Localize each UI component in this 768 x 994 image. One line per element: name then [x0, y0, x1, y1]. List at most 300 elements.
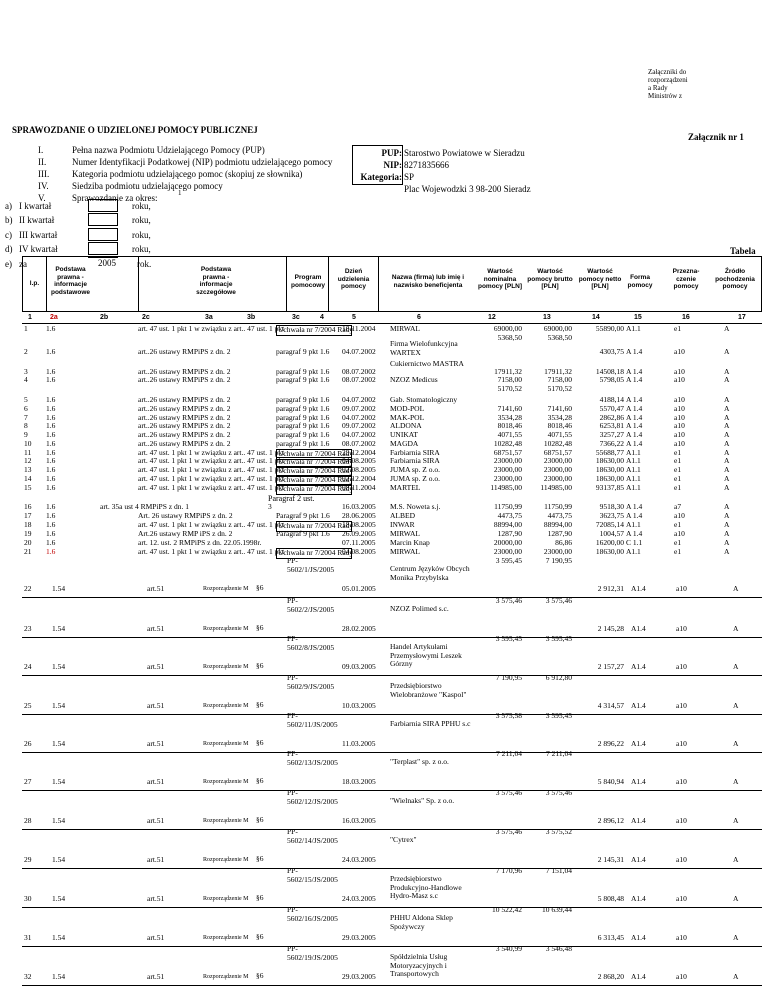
row-forma: C 1.1 — [626, 538, 643, 547]
row-netto: 18630,00 — [595, 456, 624, 465]
row-zrodlo: A — [724, 430, 730, 439]
period-letter: a) — [5, 201, 12, 211]
row-brutto: 3 575,52 — [545, 827, 572, 836]
row-program: paragraf 9 pkt 1.6 — [276, 367, 330, 376]
period-label: II kwartał — [19, 215, 55, 225]
row-program: Paragraf 9 pkt 1.6 — [276, 511, 330, 520]
row-program: PP-5602/13/JS/2005 — [287, 749, 338, 767]
row-rozporzadzenie: Rozporządzenie M — [203, 818, 249, 824]
row-program: Uchwała nr 7/2004 Rady — [278, 466, 354, 475]
row-nominal: 7141,60 — [497, 404, 522, 413]
row-brutto: 86,86 — [555, 538, 572, 547]
row-lp: 19 — [24, 529, 32, 538]
row-podstawa: 1.6 — [46, 547, 56, 556]
row-przeznaczenie: a10 — [676, 972, 687, 981]
row-podstawa-szczegolowa: art..26 ustawy RMPiPS z dn. 2 — [138, 404, 231, 413]
row-lp: 27 — [24, 777, 32, 786]
row-beneficiary: INWAR — [390, 520, 415, 529]
row-brutto: 23000,00 — [543, 547, 572, 556]
row-program: Uchwała nr 7/2004 Rady — [278, 484, 354, 493]
row-brutto: 3 595,45 — [545, 634, 572, 643]
row-podstawa-szczegolowa: art. 35a ust 4 RMPiPS z dn. 1 — [100, 502, 189, 511]
row-zrodlo: A — [733, 777, 739, 786]
row-program: paragraf 9 pkt 1.6 — [276, 413, 330, 422]
row-forma: A1.1 — [626, 465, 641, 474]
row-beneficiary: Firma Wielofunkcyjna WARTEX — [390, 339, 458, 357]
row-przeznaczenie: a10 — [676, 777, 687, 786]
row-nominal: 23000,00 — [493, 547, 522, 556]
table-label: Tabela — [730, 246, 756, 256]
row-netto: 2 145,28 — [597, 624, 624, 633]
row-przeznaczenie: e1 — [674, 448, 682, 457]
row-zrodlo: A — [724, 465, 730, 474]
row-zrodlo: A — [733, 584, 739, 593]
row-netto: 6253,81 — [599, 421, 624, 430]
kategoria-label: Kategoria: — [360, 172, 402, 182]
row-netto: 18630,00 — [595, 547, 624, 556]
row-podstawa: 1.54 — [52, 777, 66, 786]
table-row — [0, 945, 768, 985]
row-date: 08.07.2002 — [342, 367, 376, 376]
row-netto: 18630,00 — [595, 474, 624, 483]
row-forma: A 1.4 — [626, 439, 643, 448]
row-zrodlo: A — [724, 456, 730, 465]
row-brutto: 3 546,48 — [545, 944, 572, 953]
row-beneficiary: "Terplast" sp. z o.o. — [390, 757, 449, 766]
row-przeznaczenie: a10 — [676, 933, 687, 942]
row-zrodlo: A — [724, 529, 730, 538]
row-forma: A1.1 — [626, 324, 641, 333]
row-date: 18.03.2005 — [342, 777, 376, 786]
row-paragraf: §6 — [256, 583, 264, 592]
row-podstawa-szczegolowa: art. 12. ust. 2 RMPiPS z dn. 22.05.1998r. — [138, 538, 262, 547]
row-zrodlo: A — [724, 511, 730, 520]
row-zrodlo: A — [733, 739, 739, 748]
row-lp: 8 — [24, 421, 28, 430]
header-netto: Wartość pomocy netto [PLN] — [578, 268, 622, 290]
row-lp: 23 — [24, 624, 32, 633]
row-beneficiary: Cukiernictwo MASTRA — [390, 359, 464, 368]
row-podstawa: 1.6 — [46, 395, 56, 404]
row-podstawa-szczegolowa: art.51 — [147, 816, 165, 825]
table-row — [0, 906, 768, 946]
row-note: Paragraf 2 ust. — [268, 494, 315, 503]
row-podstawa: 1.54 — [52, 894, 66, 903]
row-beneficiary: UNIKAT — [390, 430, 418, 439]
row-podstawa-szczegolowa: art.51 — [147, 855, 165, 864]
row-rozporzadzenie: Rozporządzenie M — [203, 779, 249, 785]
row-podstawa: 1.6 — [46, 324, 56, 333]
row-nominal: 3 540,99 — [495, 944, 522, 953]
row-beneficiary: MIRWAL — [390, 547, 420, 556]
row-brutto: 23000,00 — [543, 465, 572, 474]
nip-value: 8271835666 — [404, 160, 449, 170]
table-row — [0, 867, 768, 907]
row-przeznaczenie: e1 — [674, 456, 682, 465]
row-netto: 5798,05 — [599, 375, 624, 384]
row-beneficiary: Farbiarnia SIRA — [390, 448, 440, 457]
row-program: PP-5602/19/JS/2005 — [287, 944, 338, 962]
row-paragraf: §6 — [256, 623, 264, 632]
row-program: PP-5602/11/JS/2005 — [287, 711, 338, 729]
row-netto: 5570,47 — [599, 404, 624, 413]
row-lp: 17 — [24, 511, 32, 520]
row-nominal: 69000,00 — [493, 324, 522, 333]
row-nominal: 20000,00 — [493, 538, 522, 547]
header-program: Program pomocowy — [291, 274, 325, 289]
row-lp: 5 — [24, 395, 28, 404]
row-podstawa: 1.6 — [46, 404, 56, 413]
row-beneficiary: MAK-POL — [390, 413, 425, 422]
row-netto: 14508,18 — [595, 367, 624, 376]
row-lp: 20 — [24, 538, 32, 547]
header-dzien: Dzień udzielenia pomocy — [337, 268, 370, 290]
row-date: 04.07.2002 — [342, 395, 376, 404]
row-beneficiary: JUMA sp. Z o.o. — [390, 465, 441, 474]
row-podstawa: 1.54 — [52, 855, 66, 864]
row-brutto: 23000,00 — [543, 474, 572, 483]
row-przeznaczenie: a10 — [676, 855, 687, 864]
row-zrodlo: A — [724, 520, 730, 529]
row-lp: 3 — [24, 367, 28, 376]
row-program: paragraf 9 pkt 1.6 — [276, 375, 330, 384]
row-przeznaczenie: a10 — [674, 395, 685, 404]
row-zrodlo: A — [733, 662, 739, 671]
row-paragraf: §6 — [256, 776, 264, 785]
row-beneficiary: Przedsiębiorstwo Produkcyjno-Handlowe Hydro-Masz s.c — [390, 874, 462, 900]
row-zrodlo: A — [733, 816, 739, 825]
row-nominal: 68751,57 — [493, 448, 522, 457]
row-przeznaczenie: a10 — [676, 894, 687, 903]
row-date: 16.03.2005 — [342, 502, 376, 511]
row-przeznaczenie: a10 — [674, 367, 685, 376]
row-forma: A 1.4 — [626, 430, 643, 439]
row-forma: A1.4 — [631, 777, 646, 786]
row-nominal: 3 575,46 — [495, 827, 522, 836]
header-podstawa: Podstawa prawna - informacje podstawowe — [50, 266, 90, 296]
row-podstawa: 1.54 — [52, 701, 66, 710]
row-date: 28.02.2005 — [342, 624, 376, 633]
row-forma: A1.4 — [631, 816, 646, 825]
row-date: 18.08.2005 — [342, 520, 376, 529]
row-przeznaczenie: a10 — [674, 430, 685, 439]
row-brutto: 3 595,45 — [545, 711, 572, 720]
row-date: 09.07.2002 — [342, 421, 376, 430]
row-przeznaczenie: a10 — [676, 584, 687, 593]
row-lp: 15 — [24, 483, 32, 492]
row-lp: 21 — [24, 547, 32, 556]
row-nominal: 7158,00 — [497, 375, 522, 384]
row-zrodlo: A — [724, 395, 730, 404]
row-lp: 1 — [24, 324, 28, 333]
row-nominal: 3 595,45 — [495, 634, 522, 643]
period-label: III kwartał — [19, 230, 58, 240]
section-number: I. — [38, 145, 44, 155]
row-nominal: 7 211,04 — [496, 749, 522, 758]
row-podstawa-szczegolowa: art..26 ustawy RMPiPS z dn. 2 — [138, 413, 231, 422]
row-zrodlo: A — [724, 483, 730, 492]
period-year-field[interactable] — [88, 213, 118, 226]
row-program: Uchwała nr 7/2004 Rady — [278, 548, 354, 557]
row-nominal: 23000,00 — [493, 456, 522, 465]
row-program: PP-5602/12/JS/2005 — [287, 788, 338, 806]
row-lp: 7 — [24, 413, 28, 422]
row-program: paragraf 9 pkt 1.6 — [276, 347, 330, 356]
row-brutto: 4473,75 — [547, 511, 572, 520]
row-nominal: 88994,00 — [493, 520, 522, 529]
row-lp: 4 — [24, 375, 28, 384]
period-label: I kwartał — [19, 201, 52, 211]
row-podstawa: 1.6 — [46, 347, 56, 356]
row-podstawa-szczegolowa: art. 47 ust. 1 pkt 1 w związku z art.. 47 ust. 1 pkt — [138, 465, 285, 474]
row-rozporzadzenie: Rozporządzenie M — [203, 586, 249, 592]
row-podstawa-szczegolowa: art..26 ustawy RMPiPS z dn. 2 — [138, 395, 231, 404]
row-brutto: 7 211,04 — [546, 749, 572, 758]
row-forma: A1.1 — [626, 448, 641, 457]
section-text: Numer Identyfikacji Podatkowej (NIP) podmiotu udzielającego pomocy — [72, 157, 333, 167]
row-brutto: 114985,00 — [540, 483, 572, 492]
row-paragraf: §6 — [256, 854, 264, 863]
row-podstawa-szczegolowa: art. 47 ust. 1 pkt 1 w związku z art.. 47 ust. 1 pkt — [138, 448, 285, 457]
row-date: 11.03.2005 — [342, 739, 376, 748]
period-label: za — [19, 259, 27, 269]
table-row — [0, 712, 768, 752]
row-netto: 4 314,57 — [597, 701, 624, 710]
row-date: 26.09.2005 — [342, 529, 376, 538]
period-year-field[interactable] — [88, 242, 118, 255]
row-lp: 29 — [24, 855, 32, 864]
row-forma: A1.4 — [631, 739, 646, 748]
row-netto: 2 157,27 — [597, 662, 624, 671]
section-number: III. — [38, 169, 50, 179]
row-date: 28.06.2005 — [342, 511, 376, 520]
row-podstawa: 1.54 — [52, 584, 66, 593]
table-row — [0, 828, 768, 868]
row-paragraf: §6 — [256, 893, 264, 902]
row-forma: A1.1 — [626, 483, 641, 492]
row-lp: 16 — [24, 502, 32, 511]
row-netto: 4303,75 — [599, 347, 624, 356]
column-number: 14 — [592, 314, 600, 321]
row-brutto: 88994,00 — [543, 520, 572, 529]
row-podstawa: 1.6 — [46, 448, 56, 457]
row-przeznaczenie: a10 — [674, 511, 685, 520]
row-nominal: 7 190,95 — [495, 673, 522, 682]
row-nominal: 4071,55 — [497, 430, 522, 439]
row-netto: 4188,14 — [599, 395, 624, 404]
row-forma: A 1.4 — [626, 404, 643, 413]
row-zrodlo: A — [724, 474, 730, 483]
row-rozporzadzenie: Rozporządzenie M — [203, 664, 249, 670]
row-forma: A1.4 — [631, 933, 646, 942]
row-netto: 6 313,45 — [597, 933, 624, 942]
siedziba-value: Plac Wojewodzki 3 98-200 Sieradz — [404, 184, 531, 194]
row-podstawa-szczegolowa: art.51 — [147, 701, 165, 710]
row-date: 10.03.2005 — [342, 701, 376, 710]
row-nominal: 23000,00 — [493, 474, 522, 483]
row-zrodlo: A — [724, 413, 730, 422]
section-text: Siedziba podmiotu udzielającego pomocy — [72, 181, 223, 191]
row-zrodlo: A — [733, 701, 739, 710]
row-forma: A1.4 — [631, 662, 646, 671]
row-brutto: 6 912,80 — [545, 673, 572, 682]
row-program: paragraf 9 pkt 1.6 — [276, 404, 330, 413]
row-przeznaczenie: a10 — [676, 816, 687, 825]
row-podstawa-szczegolowa: art..26 ustawy RMPiPS z dn. 2 — [138, 430, 231, 439]
row-beneficiary: Marcin Knap — [390, 538, 430, 547]
row-date: 04.07.2002 — [342, 413, 376, 422]
row-podstawa: 1.6 — [46, 465, 56, 474]
row-beneficiary: Farbiarnia SIRA PPHU s.c — [390, 719, 471, 728]
row-zrodlo: A — [724, 421, 730, 430]
row-beneficiary: Przedsiębiorstwo Wielobranżowe "Kaspol" — [390, 681, 467, 699]
row-forma: A1.1 — [626, 474, 641, 483]
row-beneficiary: M.S. Noweta s.j. — [390, 502, 441, 511]
row-paragraf: §6 — [256, 971, 264, 980]
column-number: 2a — [50, 314, 58, 321]
header-podstawa-szczegolowe: Podstawa prawna - informacje szczegółowe — [196, 266, 236, 296]
row-netto: 1004,57 — [599, 529, 624, 538]
row-lp: 18 — [24, 520, 32, 529]
period-label: IV kwartał — [19, 244, 58, 254]
row-nominal-extra: 5368,50 — [497, 333, 522, 342]
row-brutto: 23000,00 — [543, 456, 572, 465]
annex-number: Załącznik nr 1 — [688, 132, 744, 142]
row-date: 09.07.2002 — [342, 404, 376, 413]
row-brutto: 10 639,44 — [542, 905, 572, 914]
period-suffix: roku, — [132, 230, 151, 240]
row-beneficiary: NZOZ Polimed s.c. — [390, 604, 449, 613]
nip-label: NIP: — [383, 160, 402, 170]
table-row — [0, 557, 768, 597]
row-rozporzadzenie: Rozporządzenie M — [203, 626, 249, 632]
column-number: 3c — [292, 314, 300, 321]
row-rozporzadzenie: Rozporządzenie M — [203, 974, 249, 980]
row-beneficiary: JUMA sp. Z o.o. — [390, 474, 441, 483]
row-podstawa: 1.54 — [52, 662, 66, 671]
row-przeznaczenie: a10 — [676, 739, 687, 748]
row-paragraf: §6 — [256, 815, 264, 824]
row-lp: 10 — [24, 439, 32, 448]
row-forma: A1.1 — [626, 520, 641, 529]
row-brutto: 1287,90 — [547, 529, 572, 538]
row-zrodlo: A — [724, 347, 730, 356]
row-beneficiary: MIRWAL — [390, 324, 420, 333]
row-podstawa-szczegolowa: art. 47 ust. 1 pkt 1 w związku z art.. 47 ust. 1 pkt — [138, 456, 285, 465]
row-lp: 22 — [24, 584, 32, 593]
row-podstawa: 1.6 — [46, 529, 56, 538]
row-program: Uchwała nr 7/2004 Rady — [278, 475, 354, 484]
row-przeznaczenie: e1 — [674, 465, 682, 474]
period-year-field[interactable] — [88, 228, 118, 241]
row-podstawa-szczegolowa: art. 47 ust. 1 pkt 1 w związku z art.. 47 ust. 1 pkt — [138, 547, 285, 556]
row-forma: A 1.4 — [626, 421, 643, 430]
row-lp: 11 — [24, 448, 32, 457]
row-zrodlo: A — [724, 404, 730, 413]
header-brutto: Wartość pomocy brutto [PLN] — [527, 268, 573, 290]
period-year-field[interactable]: 2005 — [88, 257, 118, 270]
row-program: PP-5602/16/JS/2005 — [287, 905, 338, 923]
period-year-field[interactable] — [88, 199, 118, 212]
row-nominal: 4473,75 — [497, 511, 522, 520]
table-row — [0, 635, 768, 675]
row-lp: 9 — [24, 430, 28, 439]
row-program: Uchwała nr 7/2004 Rady — [278, 449, 354, 458]
row-podstawa-szczegolowa: Art. 26 ustawy RMPiPS z dn. 2 — [138, 511, 233, 520]
row-program: PP-5602/14/JS/2005 — [287, 827, 338, 845]
row-beneficiary: MOD-POL — [390, 404, 425, 413]
row-date: 08.11.2004 — [342, 483, 376, 492]
row-nominal: 3534,28 — [497, 413, 522, 422]
row-lp: 12 — [24, 456, 32, 465]
row-lp: 26 — [24, 739, 32, 748]
row-podstawa-szczegolowa: art.51 — [147, 584, 165, 593]
row-podstawa-szczegolowa: art.51 — [147, 894, 165, 903]
row-forma: A1.1 — [626, 456, 641, 465]
row-date: 29.03.2005 — [342, 933, 376, 942]
row-nominal: 3 575,46 — [495, 596, 522, 605]
report-title: SPRAWOZDANIE O UDZIELONEJ POMOCY PUBLICZNEJ — [12, 125, 258, 135]
row-program: Uchwała nr 7/2004 Rady — [278, 457, 354, 466]
row-lp: 32 — [24, 972, 32, 981]
row-lp: 13 — [24, 465, 32, 474]
row-zrodlo: A — [733, 624, 739, 633]
row-date: 29.12.2004 — [342, 448, 376, 457]
row-przeznaczenie: e1 — [674, 538, 682, 547]
column-number: 15 — [634, 314, 642, 321]
row-przeznaczenie: a10 — [674, 439, 685, 448]
row-podstawa: 1.6 — [46, 439, 56, 448]
row-zrodlo: A — [724, 324, 730, 333]
row-date: 07.11.2005 — [342, 538, 376, 547]
period-letter: b) — [5, 215, 13, 225]
period-suffix: roku, — [132, 244, 151, 254]
row-netto: 5 840,94 — [597, 777, 624, 786]
row-date: 24.03.2005 — [342, 855, 376, 864]
row-przeznaczenie: a10 — [674, 529, 685, 538]
row-zrodlo: A — [724, 375, 730, 384]
row-forma: A1.4 — [631, 584, 646, 593]
row-przeznaczenie: e1 — [674, 483, 682, 492]
column-number: 3a — [205, 314, 213, 321]
table-row — [0, 750, 768, 790]
row-program: PP-5602/1/JS/2005 — [287, 556, 335, 574]
header-zrodlo: Źródło pochodzenia pomocy — [715, 268, 755, 290]
row-podstawa: 1.6 — [46, 520, 56, 529]
row-date: 04.07.2002 — [342, 430, 376, 439]
row-zrodlo: A — [733, 894, 739, 903]
row-forma: A 1.4 — [626, 395, 643, 404]
section-number: IV. — [38, 181, 49, 191]
row-beneficiary: "Wielnaks" Sp. z o.o. — [390, 796, 455, 805]
row-date: 04.08.2005 — [342, 547, 376, 556]
row-podstawa: 1.6 — [46, 456, 56, 465]
row-program: PP-5602/9/JS/2005 — [287, 673, 335, 691]
row-date: 08.07.2002 — [342, 375, 376, 384]
column-number: 4 — [320, 314, 324, 321]
row-date: 02.12.2004 — [342, 474, 376, 483]
row-beneficiary: "Cytrex" — [390, 835, 417, 844]
row-przeznaczenie: a10 — [674, 375, 685, 384]
column-number: 16 — [682, 314, 690, 321]
row-netto: 2 868,20 — [597, 972, 624, 981]
row-zrodlo: A — [733, 972, 739, 981]
row-przeznaczenie: a10 — [674, 413, 685, 422]
table-row — [0, 597, 768, 637]
period-suffix: rok. — [137, 259, 152, 269]
row-beneficiary: Gab. Stomatologiczny — [390, 395, 458, 404]
row-brutto: 69000,00 — [543, 324, 572, 333]
